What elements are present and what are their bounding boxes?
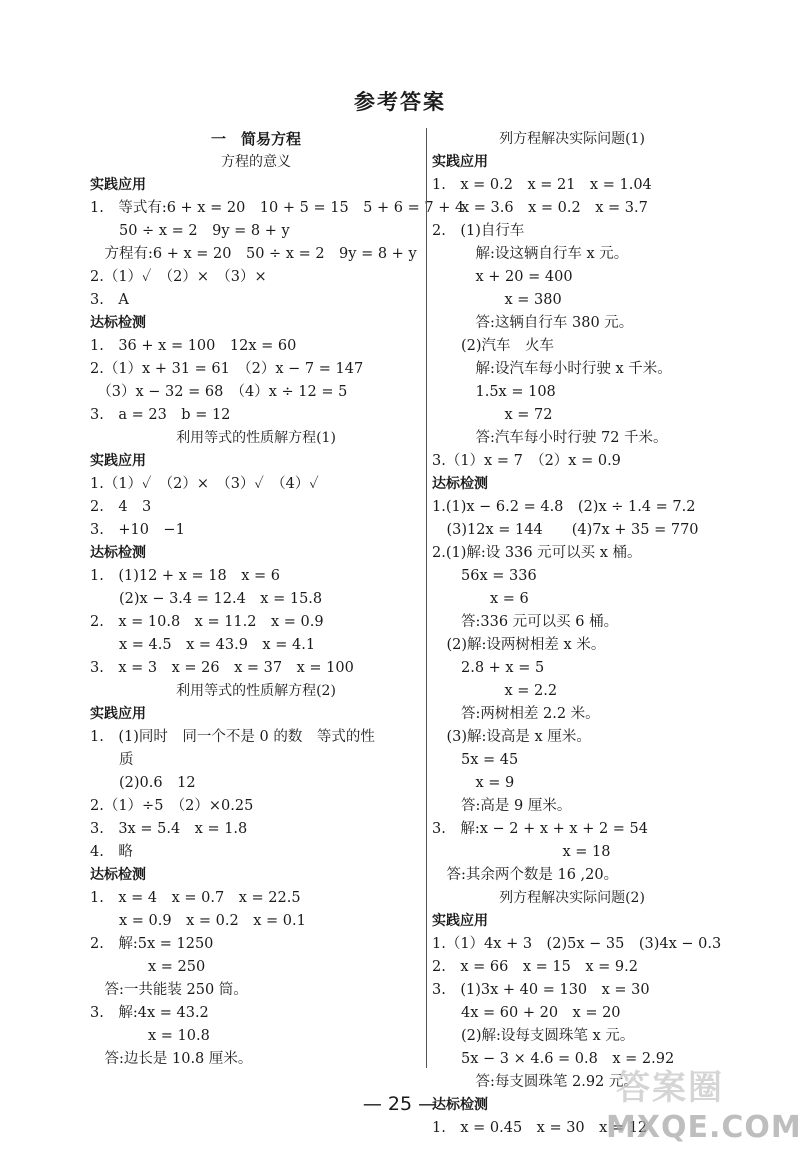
lesson-title: 列方程解决实际问题(2) xyxy=(499,890,645,906)
section-heading: 实践应用 xyxy=(432,913,488,929)
answer-line: 3. +10 −1 xyxy=(90,522,185,538)
section-heading: 达标检测 xyxy=(432,476,488,492)
lesson-title: 利用等式的性质解方程(1) xyxy=(176,430,336,446)
answer-line: x = 6 xyxy=(432,591,529,607)
answer-line: (2)汽车 火车 xyxy=(432,338,555,354)
answer-line: 1. 等式有:6 + x = 20 10 + 5 = 15 5 + 6 = 7 + 4 xyxy=(90,200,465,216)
answer-line: 1. x = 0.2 x = 21 x = 1.04 xyxy=(432,177,652,193)
answer-line: 5x − 3 × 4.6 = 0.8 x = 2.92 xyxy=(432,1051,675,1067)
answer-line: 答:两树相差 2.2 米。 xyxy=(432,706,600,722)
answer-line: 3. 3x = 5.4 x = 1.8 xyxy=(90,821,248,837)
answer-line: 3. x = 3 x = 26 x = 37 x = 100 xyxy=(90,660,354,676)
answer-line: 2.（1）✓ （2）× （3）× xyxy=(90,269,267,285)
page-number: — 25 — xyxy=(362,1093,438,1115)
section-heading: 达标检测 xyxy=(432,1097,488,1113)
answer-line: 1. (1)12 + x = 18 x = 6 xyxy=(90,568,280,584)
answer-line: 1.（1）4x + 3 (2)5x − 35 (3)4x − 0.3 xyxy=(432,936,722,952)
answer-line: 1. 36 + x = 100 12x = 60 xyxy=(90,338,297,354)
section-heading: 达标检测 xyxy=(90,315,146,331)
watermark-logo xyxy=(606,1060,802,1146)
answer-line: 3. 解:4x = 43.2 xyxy=(90,1005,209,1021)
answer-line: 1. x = 4 x = 0.7 x = 22.5 xyxy=(90,890,301,906)
section-heading: 达标检测 xyxy=(90,867,146,883)
answer-line: 4. 略 xyxy=(90,844,133,860)
section-heading: 达标检测 xyxy=(90,545,146,561)
answer-line: 解:设汽车每小时行驶 x 千米。 xyxy=(432,361,672,377)
answer-line: x = 250 xyxy=(90,959,206,975)
answer-line: 2.（1）x + 31 = 61 （2）x − 7 = 147 xyxy=(90,361,364,377)
answer-line: x = 72 xyxy=(432,407,553,423)
answer-line: 2. (1)自行车 xyxy=(432,223,525,239)
answer-line: 方程有:6 + x = 20 50 ÷ x = 2 9y = 8 + y xyxy=(90,246,417,262)
answer-line: 1.(1)x − 6.2 = 4.8 (2)x ÷ 1.4 = 7.2 xyxy=(432,499,696,515)
answer-line: x = 18 xyxy=(432,844,611,860)
page-title: 参考答案 xyxy=(354,90,446,114)
answer-line: 4x = 60 + 20 x = 20 xyxy=(432,1005,621,1021)
answer-line: 2. 解:5x = 1250 xyxy=(90,936,214,952)
answer-line: 1. (1)同时 同一个不是 0 的数 等式的性 xyxy=(90,729,375,745)
unit-title: 一 简易方程 xyxy=(210,130,301,148)
answer-line: (3)解:设高是 x 厘米。 xyxy=(432,729,591,745)
lesson-title: 方程的意义 xyxy=(221,154,291,170)
answer-line: 3. A xyxy=(90,292,129,308)
answer-line: x + 20 = 400 xyxy=(432,269,573,285)
left-column xyxy=(90,128,465,1071)
lesson-title: 列方程解决实际问题(1) xyxy=(499,131,645,147)
answer-line: (2)解:设每支圆珠笔 x 元。 xyxy=(432,1028,635,1044)
answer-line: 2. x = 66 x = 15 x = 9.2 xyxy=(432,959,638,975)
answer-line: x = 3.6 x = 0.2 x = 3.7 xyxy=(432,200,648,216)
section-heading: 实践应用 xyxy=(90,453,146,469)
answer-line: 56x = 336 xyxy=(432,568,537,584)
answer-line: 2.8 + x = 5 xyxy=(432,660,545,676)
answer-line: 答:一共能装 250 筒。 xyxy=(90,982,248,998)
watermark-bottom-text: MXQE.COM xyxy=(606,1110,802,1145)
answer-line: 2. 4 3 xyxy=(90,499,152,515)
answer-line: 1. x = 0.45 x = 30 x = 12 xyxy=(432,1120,648,1136)
answer-line: 2.（1）÷5 （2）×0.25 xyxy=(90,798,254,814)
answer-line: 3. a = 23 b = 12 xyxy=(90,407,231,423)
answer-line: 3. 解:x − 2 + x + x + 2 = 54 xyxy=(432,821,648,837)
answer-line: 1.5x = 108 xyxy=(432,384,556,400)
answer-line: 1.（1）✓ （2）× （3）✓ （4）✓ xyxy=(90,476,319,492)
answer-line: (3)12x = 144 (4)7x + 35 = 770 xyxy=(432,522,699,538)
answer-line: 答:这辆自行车 380 元。 xyxy=(432,315,634,331)
answer-line: （3）x − 32 = 68 （4）x ÷ 12 = 5 xyxy=(90,384,348,400)
answer-line: x = 0.9 x = 0.2 x = 0.1 xyxy=(90,913,306,929)
answer-line: 5x = 45 xyxy=(432,752,519,768)
column-divider xyxy=(426,128,427,1068)
answer-line: x = 380 xyxy=(432,292,562,308)
answer-line: 质 xyxy=(90,752,134,768)
answer-line: 答:边长是 10.8 厘米。 xyxy=(90,1051,253,1067)
answer-line: 答:每支圆珠笔 2.92 元。 xyxy=(432,1074,638,1090)
answer-line: 2. x = 10.8 x = 11.2 x = 0.9 xyxy=(90,614,324,630)
answer-line: 答:高是 9 厘米。 xyxy=(432,798,572,814)
answer-line: (2)0.6 12 xyxy=(90,775,196,791)
answer-line: 答:336 元可以买 6 桶。 xyxy=(432,614,619,630)
answer-line: 答:其余两个数是 16 ,20。 xyxy=(432,867,619,883)
answer-line: 2.(1)解:设 336 元可以买 x 桶。 xyxy=(432,545,642,561)
answer-line: (2)x − 3.4 = 12.4 x = 15.8 xyxy=(90,591,323,607)
answer-line: x = 2.2 xyxy=(432,683,558,699)
answer-line: (2)解:设两树相差 x 米。 xyxy=(432,637,606,653)
answer-line: x = 4.5 x = 43.9 x = 4.1 xyxy=(90,637,316,653)
answer-line: 解:设这辆自行车 x 元。 xyxy=(432,246,629,262)
answer-line: 3.（1）x = 7 （2）x = 0.9 xyxy=(432,453,621,469)
section-heading: 实践应用 xyxy=(432,154,488,170)
lesson-title: 利用等式的性质解方程(2) xyxy=(176,683,336,699)
answer-line: 50 ÷ x = 2 9y = 8 + y xyxy=(90,223,290,239)
answer-line: x = 9 xyxy=(432,775,515,791)
answer-line: 3. (1)3x + 40 = 130 x = 30 xyxy=(432,982,650,998)
answer-line: x = 10.8 xyxy=(90,1028,210,1044)
section-heading: 实践应用 xyxy=(90,177,146,193)
answer-line: 答:汽车每小时行驶 72 千米。 xyxy=(432,430,668,446)
section-heading: 实践应用 xyxy=(90,706,146,722)
watermark-top-text: 答案圈 xyxy=(616,1068,724,1108)
